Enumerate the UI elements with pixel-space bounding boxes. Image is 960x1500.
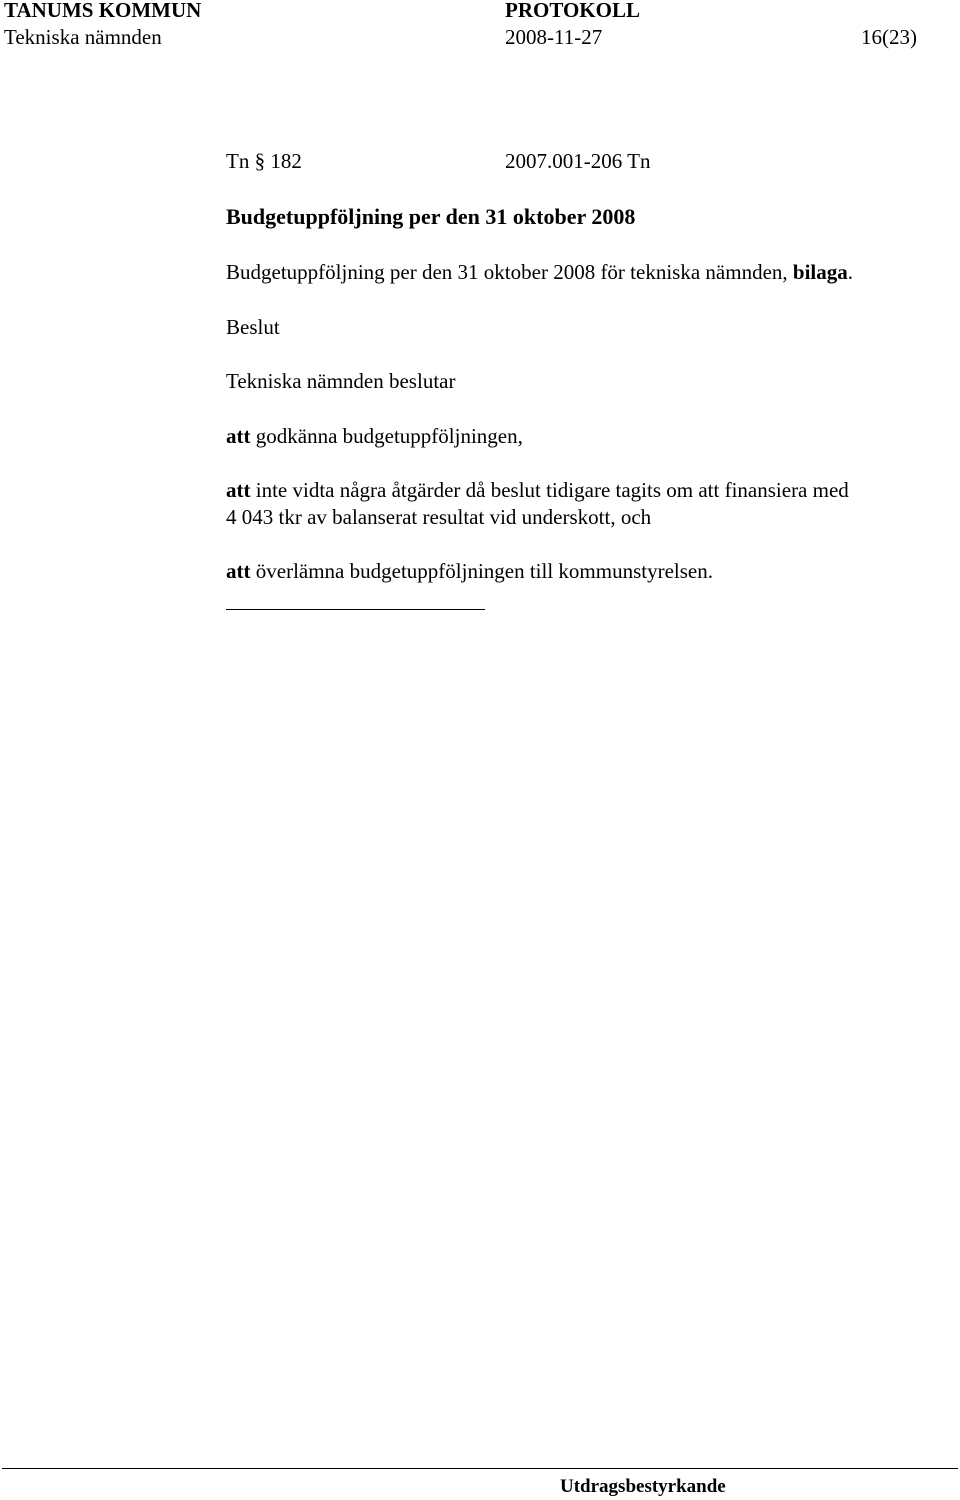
footer-label: Utdragsbestyrkande: [560, 1476, 726, 1497]
decision-point-2: [226, 480, 849, 501]
decision-point-1: [226, 426, 523, 447]
section-end-rule: [226, 609, 485, 610]
intro-text: Budgetuppföljning per den 31 oktober 2008 för tekniska nämnden,: [226, 260, 793, 284]
paragraph-reference: Tn § 182: [226, 149, 302, 173]
decision-heading: Beslut: [226, 315, 280, 339]
att-keyword: att: [226, 559, 251, 583]
attachment-reference: bilaga: [792, 260, 848, 284]
item-title: Budgetuppföljning per den 31 oktober 2008: [226, 204, 636, 229]
att-keyword: att: [226, 478, 251, 502]
att-keyword: att: [226, 424, 251, 448]
organization-name: TANUMS KOMMUN: [4, 0, 202, 22]
document-type: PROTOKOLL: [505, 0, 640, 22]
decision-lead: Tekniska nämnden beslutar: [226, 369, 456, 393]
page-number: 16(23): [861, 25, 917, 49]
department-name: Tekniska nämnden: [4, 25, 162, 49]
intro-period: .: [847, 260, 853, 284]
meeting-date: 2008-11-27: [505, 25, 603, 49]
decision-point-1-text: godkänna budgetuppföljningen,: [250, 424, 523, 448]
intro-paragraph: [226, 262, 853, 283]
decision-point-3: [226, 561, 713, 582]
diary-number: 2007.001-206 Tn: [505, 149, 651, 173]
decision-point-2-text: inte vidta några åtgärder då beslut tidigare tagits om att finansiera med: [250, 478, 849, 502]
footer-rule: [2, 1468, 958, 1469]
decision-point-2-continuation: 4 043 tkr av balanserat resultat vid underskott, och: [226, 505, 652, 529]
decision-point-3-text: överlämna budgetuppföljningen till kommunstyrelsen.: [250, 559, 714, 583]
